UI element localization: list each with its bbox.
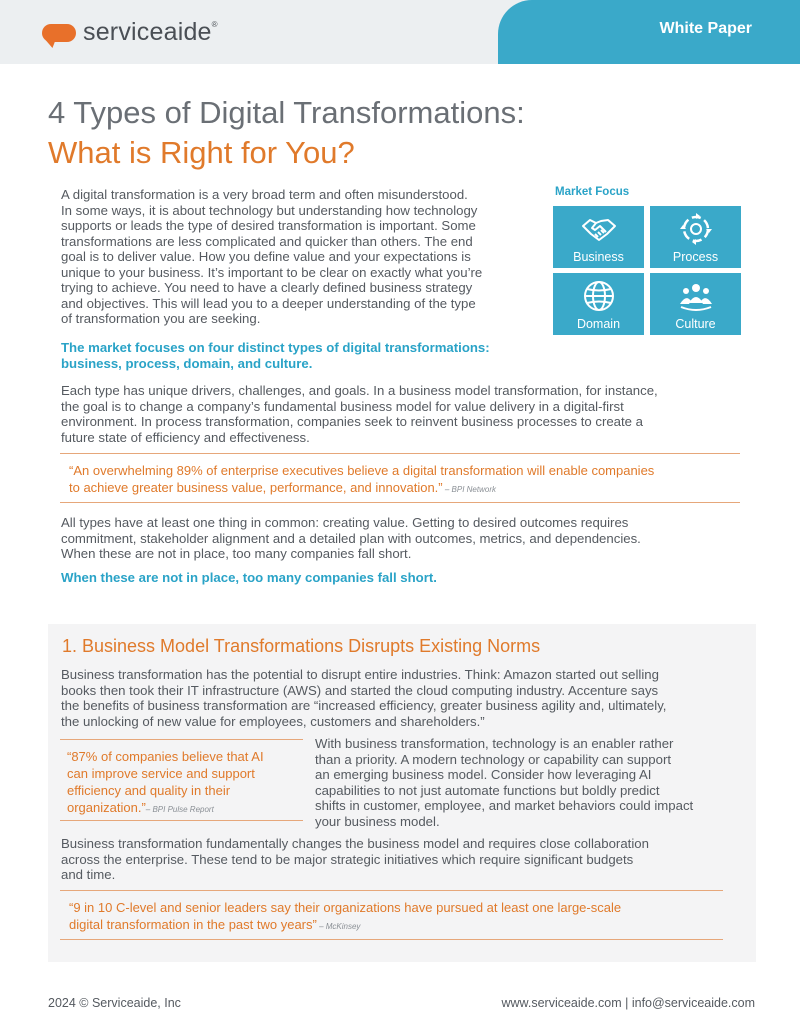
document-type-label: White Paper: [659, 20, 752, 37]
section-paragraph: Business transformation has the potential to disrupt entire industries. Think: Amazon started out selling books then took their IT infrastructure (AWS) and started the cloud computing industry. Accenture says the benefits of business transformation are “increased efficiency, greater business agility and, ultimately, the unlocking of new value for employees, customers and shareholders.”: [61, 667, 667, 729]
page-header: [0, 0, 800, 64]
section-title: 1. Business Model Transformations Disrupts Existing Norms: [62, 636, 541, 656]
process-cycle-icon: [678, 212, 714, 246]
technology-enabler-paragraph: With business transformation, technology is an enabler rather than a priority. A modern technology or capability can support an emerging business model. Consider how leveraging AI capabilities to not just automate functions but boldly predict shifts in customer, employee, and market behaviors could impact your business model.: [315, 736, 694, 829]
mckinsey-quote: [60, 890, 723, 940]
bpi-pulse-quote: [60, 739, 303, 821]
bpi-network-quote: [60, 453, 740, 503]
intro-paragraph: A digital transformation is a very broad term and often misunderstood. In some ways, it is about technology but understanding how technology supports or leads the type of desired transformation is important. Some transformations are less complicated and quicker than others. The end goal is to deliver value. How you define value and your expectations is unique to your business. It’s important to be clear on exactly what you’re trying to achieve. You need to have a clearly defined business strategy and objectives. This will lead you to a deeper understanding of the type of transformation you are seeking.: [61, 187, 483, 326]
page-subtitle: What is Right for You?: [48, 135, 355, 170]
quote-text: to achieve greater business value, performance, and innovation.” – BPI Network: [69, 480, 496, 495]
business-change-paragraph: Business transformation fundamentally changes the business model and requires close collaboration across the enterprise. These tend to be major strategic initiatives which require significant budgets and time.: [61, 836, 649, 882]
white-paper-tab: [498, 0, 800, 64]
business-tile: [553, 206, 644, 268]
logo-wordmark: serviceaide®: [83, 18, 218, 46]
tile-label: Domain: [576, 317, 621, 331]
quote-text: “9 in 10 C-level and senior leaders say their organizations have pursued at least one large-scale: [69, 900, 622, 915]
tile-label: Business: [573, 250, 624, 264]
tile-label: Culture: [675, 317, 716, 331]
quote-text: “87% of companies believe that AI: [67, 749, 264, 764]
domain-tile: [553, 273, 644, 335]
tile-label: Process: [672, 250, 719, 264]
people-icon: [678, 279, 714, 313]
chat-bubble-logo-icon: [42, 24, 76, 42]
process-tile: [650, 206, 741, 268]
handshake-icon: [581, 212, 617, 246]
quote-text: “An overwhelming 89% of enterprise executives believe a digital transformation will enable companies: [69, 463, 655, 478]
market-focus-label: Market Focus: [555, 186, 630, 198]
globe-icon: [581, 279, 617, 313]
footer-copyright: 2024 © Serviceaide, Inc: [48, 996, 181, 1010]
quote-text: can improve service and support: [67, 766, 255, 781]
quote-source: – BPI Network: [442, 485, 496, 494]
fall-short-highlight: When these are not in place, too many companies fall short.: [61, 570, 437, 585]
culture-tile: [650, 273, 741, 335]
footer-contact[interactable]: www.serviceaide.com | info@serviceaide.com: [501, 996, 755, 1010]
page-title: 4 Types of Digital Transformations:: [48, 95, 525, 130]
quote-text: efficiency and quality in their: [67, 783, 231, 798]
common-value-paragraph: All types have at least one thing in common: creating value. Getting to desired outcomes requires commitment, stakeholder alignment and a detailed plan with outcomes, metrics, and dependencies. When these are not in place, too many companies fall short.: [61, 515, 641, 561]
quote-source: – BPI Pulse Report: [145, 805, 214, 814]
serviceaide-logo: [42, 18, 218, 47]
quote-source: – McKinsey: [316, 922, 361, 931]
quote-text: organization.”– BPI Pulse Report: [67, 800, 214, 815]
types-paragraph: Each type has unique drivers, challenges, and goals. In a business model transformation, for instance, the goal is to change a company’s fundamental business model for value delivery in a digital-first environment. In process transformation, companies seek to reinvent business processes to create a future state of efficiency and effectiveness.: [61, 383, 658, 445]
key-point-highlight: The market focuses on four distinct types of digital transformations: business, process, domain, and culture.: [61, 340, 490, 371]
quote-text: digital transformation in the past two years” – McKinsey: [69, 917, 361, 932]
